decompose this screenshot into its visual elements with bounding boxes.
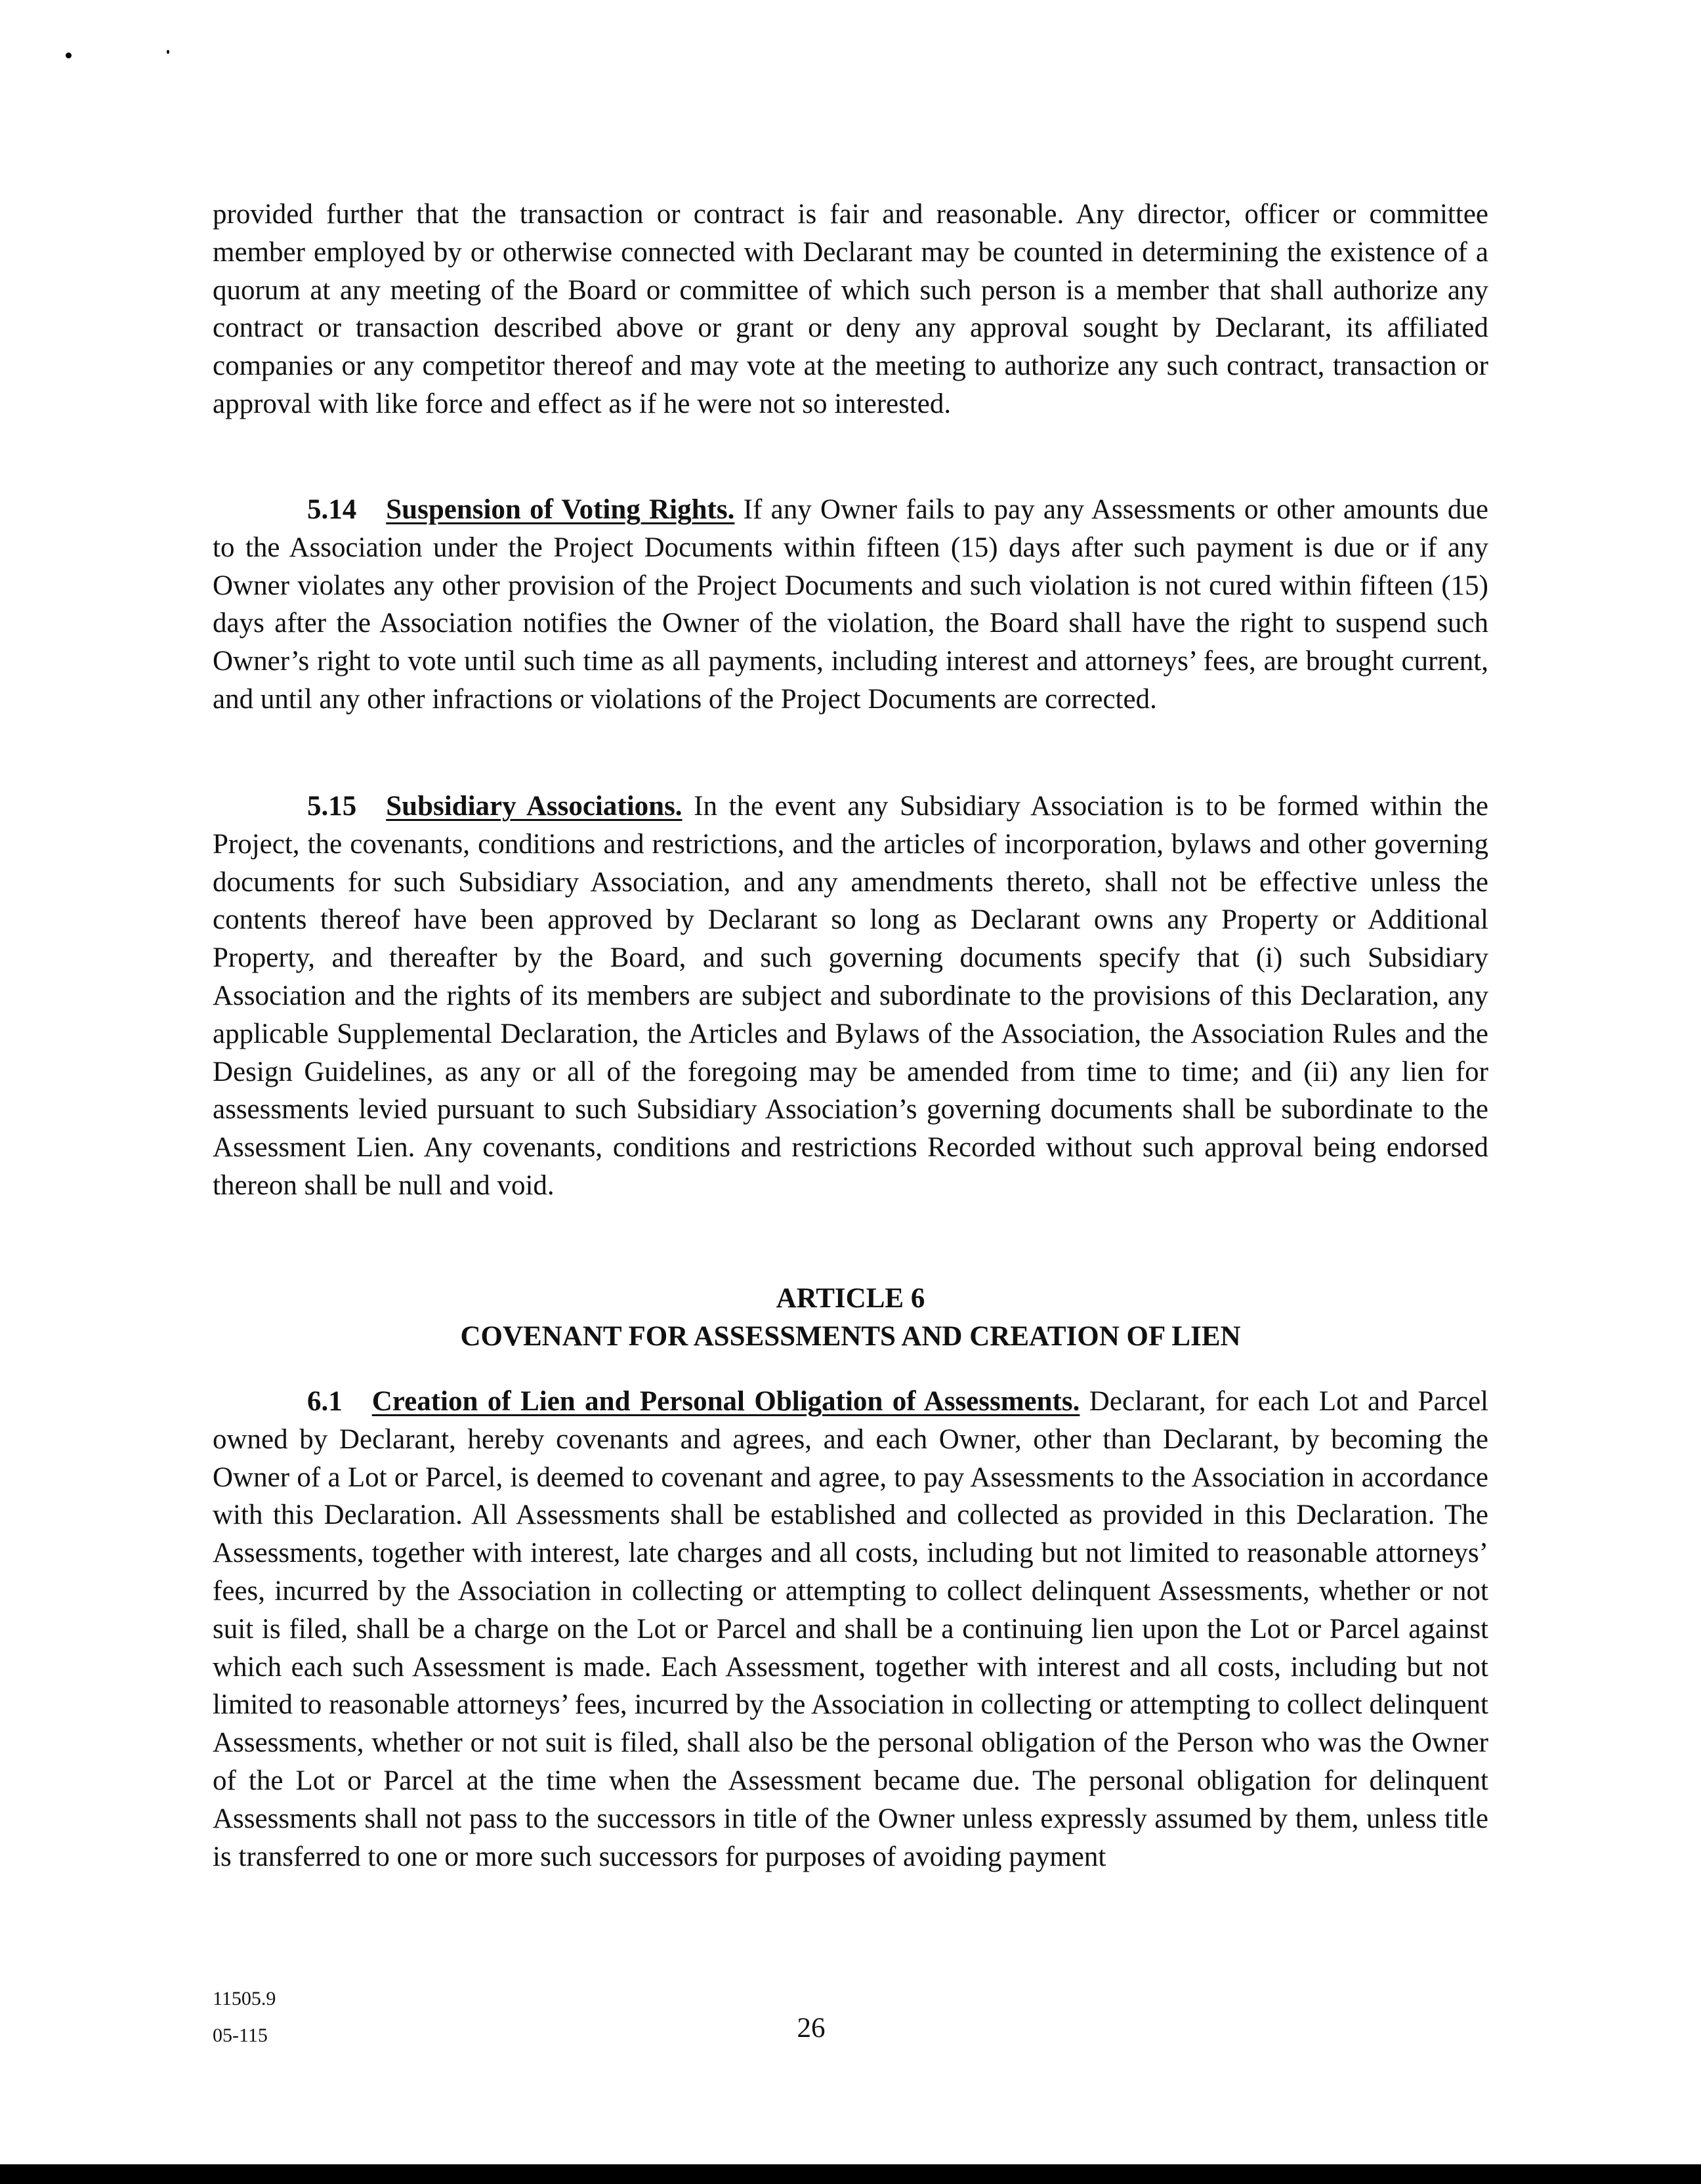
document-code: 11505.9 — [213, 1988, 276, 2009]
paragraph-continued: provided further that the transaction or contract is fair and reasonable. Any director, officer or committee member employed by or otherwise connected with Declarant may be counted in determining the existence of a quorum at any meeting of the Board or committee of which such person is a member that shall authorize any contract or transaction described above or grant or deny any approval sought by Declarant, its affiliated companies or any competitor thereof and may vote at the meeting to authorize any such contract, transaction or approval with like force and effect as if he were not so interested. — [213, 199, 1488, 419]
article-number: ARTICLE 6 — [776, 1283, 925, 1314]
section-number: 5.14 — [307, 494, 357, 525]
section-number: 6.1 — [307, 1386, 343, 1417]
scan-speck — [167, 50, 169, 54]
article-title: COVENANT FOR ASSESSMENTS AND CREATION OF LIEN — [460, 1321, 1241, 1352]
page-number: 26 — [797, 2013, 826, 2044]
section-number: 5.15 — [307, 791, 357, 822]
section-5-15 — [213, 788, 1488, 1205]
section-5-14 — [213, 491, 1488, 719]
section-body: In the event any Subsidiary Association is to be formed within the Project, the covenants, conditions and restrictions, and the articles of incorporation, bylaws and other governing documents for such Subsidiary Association, and any amendments thereto, shall not be effective unless the contents thereof have been approved by Declarant so long as Declarant owns any Property or Additional Property, and thereafter by the Board, and such governing documents specify that (i) such Subsidiary Association and the rights of its members are subject and subordinate to the provisions of this Declaration, any applicable Supplemental Declaration, the Articles and Bylaws of the Association, the Association Rules and the Design Guidelines, as any or all of the foregoing may be amended from time to time; and (ii) any lien for assessments levied pursuant to such Subsidiary Association’s governing documents shall be subordinate to the Assessment Lien. Any covenants, conditions and restrictions Recorded without such approval being endorsed thereon shall be null and void. — [213, 791, 1488, 1201]
section-6-1 — [213, 1383, 1488, 1876]
scan-border — [0, 2164, 1701, 2184]
document-code: 05-115 — [213, 2025, 268, 2046]
section-body: Declarant, for each Lot and Parcel owned by Declarant, hereby covenants and agrees, and each Owner, other than Declarant, by becoming the Owner of a Lot or Parcel, is deemed to covenant and agree, to pay Assessments to the Association in accordance with this Declaration. All Assessments shall be established and collected as provided in this Declaration. The Assessments, together with interest, late charges and all costs, including but not limited to reasonable attorneys’ fees, incurred by the Association in collecting or attempting to collect delinquent Assessments, whether or not suit is filed, shall be a charge on the Lot or Parcel and shall be a continuing lien upon the Lot or Parcel against which each such Assessment is made. Each Assessment, together with interest and all costs, including but not limited to reasonable attorneys’ fees, incurred by the Association in collecting or attempting to collect delinquent Assessments, whether or not suit is filed, shall also be the personal obligation of the Person who was the Owner of the Lot or Parcel at the time when the Assessment became due. The personal obligation for delinquent Assessments shall not pass to the successors in title of the Owner unless expressly assumed by them, unless title is transferred to one or more such successors for purposes of avoiding payment — [213, 1386, 1488, 1872]
section-body: If any Owner fails to pay any Assessments or other amounts due to the Association under the Project Documents within fifteen (15) days after such payment is due or if any Owner violates any other provision of the Project Documents and such violation is not cured within fifteen (15) days after the Association notifies the Owner of the violation, the Board shall have the right to suspend such Owner’s right to vote until such time as all payments, including interest and attorneys’ fees, are brought current, and until any other infractions or violations of the Project Documents are corrected. — [213, 494, 1488, 715]
section-title: Creation of Lien and Personal Obligation of Assessments. — [371, 1386, 1080, 1417]
section-title: Subsidiary Associations. — [386, 791, 682, 822]
scan-speck — [66, 52, 72, 58]
section-title: Suspension of Voting Rights. — [386, 494, 735, 525]
